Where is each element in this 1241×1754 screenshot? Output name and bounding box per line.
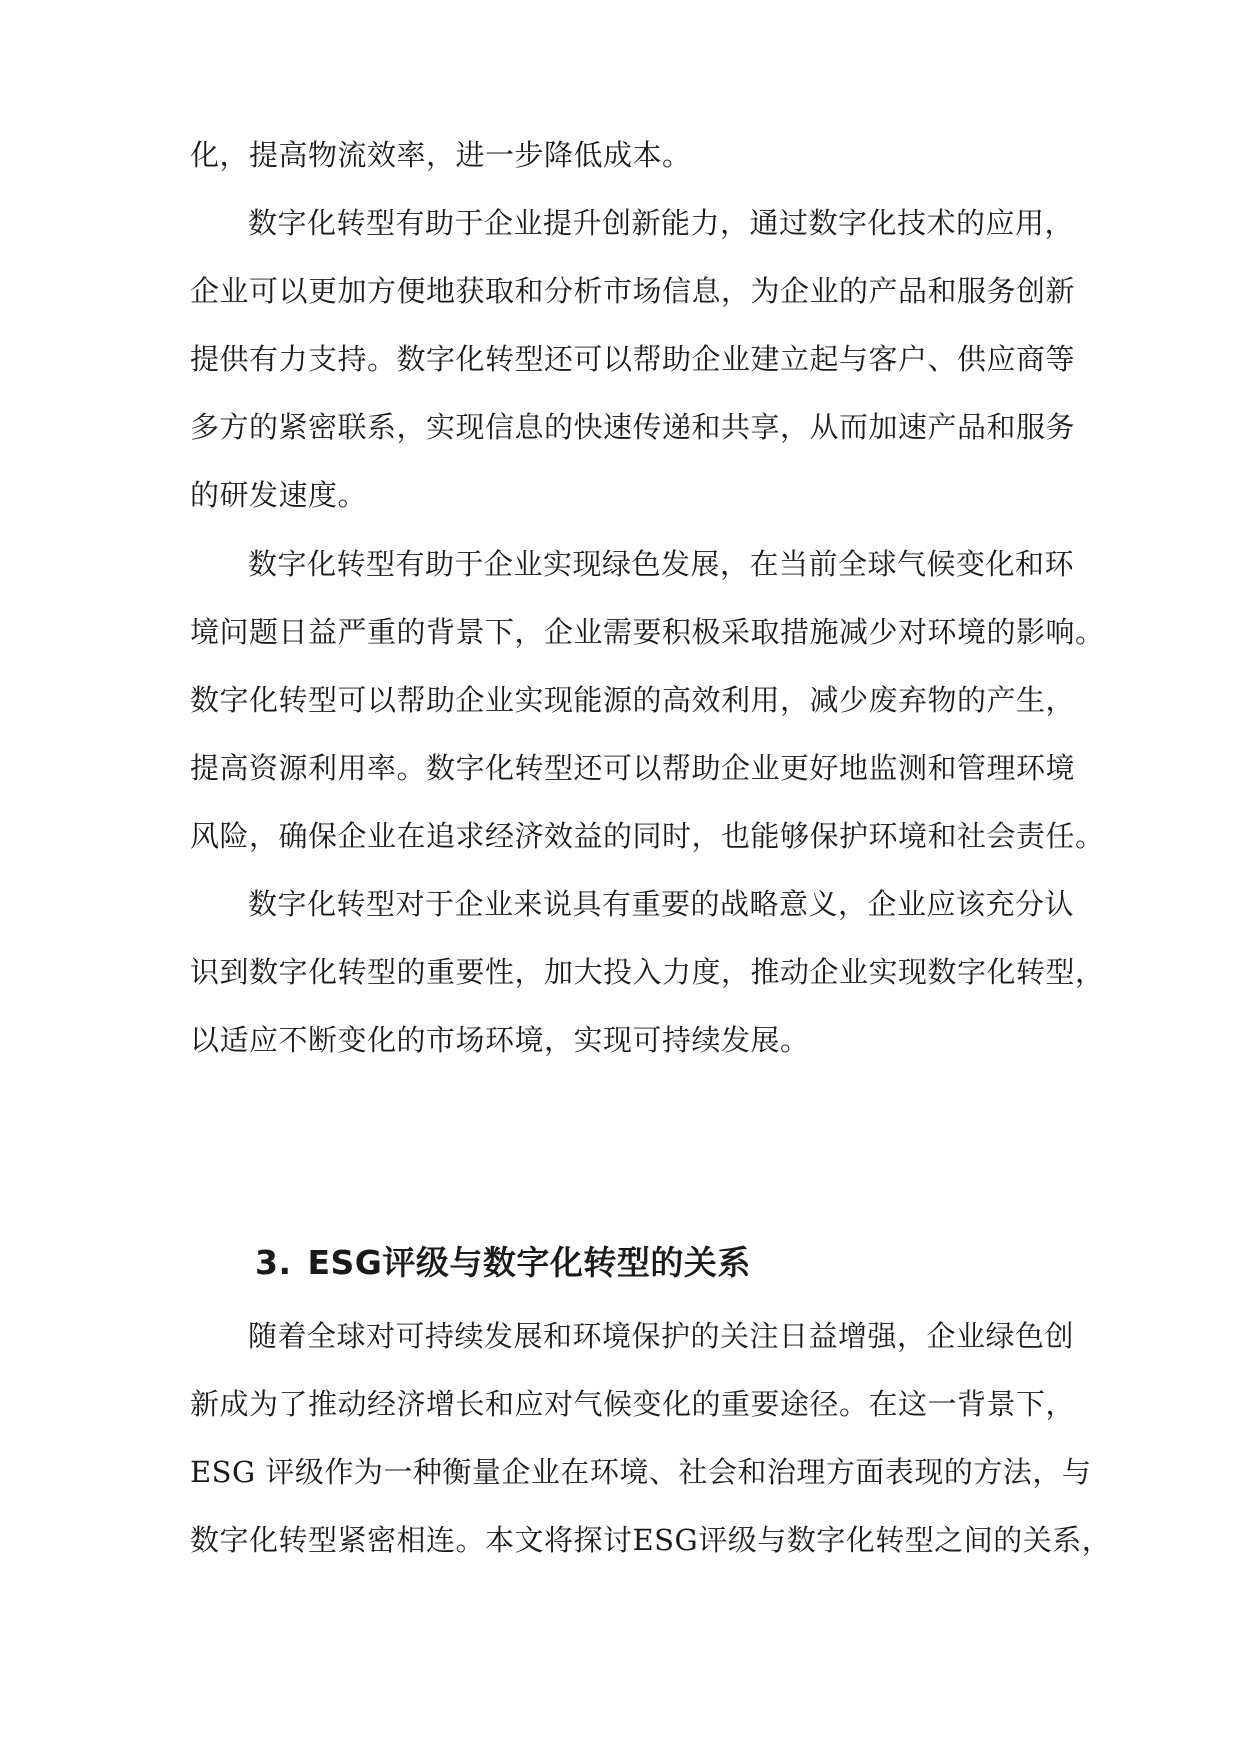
paragraph-line: 新成为了推动经济增长和应对气候变化的重要途径。在这一背景下，: [190, 1387, 1076, 1421]
paragraph-line: 随着全球对可持续发展和环境保护的关注日益增强，企业绿色创: [248, 1319, 1075, 1353]
paragraph-line: 识到数字化转型的重要性，加大投入力度，推动企业实现数字化转型，: [190, 955, 1105, 989]
section-number: 3.: [255, 1243, 292, 1282]
paragraph-line: 提高资源利用率。数字化转型还可以帮助企业更好地监测和管理环境: [190, 751, 1076, 785]
paragraph-line: 数字化转型对于企业来说具有重要的战略意义，企业应该充分认: [248, 887, 1075, 921]
paragraph-line: 多方的紧密联系，实现信息的快速传递和共享，从而加速产品和服务: [190, 410, 1076, 444]
paragraph-line: 数字化转型可以帮助企业实现能源的高效利用，减少废弃物的产生，: [190, 683, 1076, 717]
paragraph-line: 数字化转型有助于企业提升创新能力，通过数字化技术的应用，: [248, 206, 1075, 240]
paragraph-line: 化，提高物流效率，进一步降低成本。: [190, 138, 692, 172]
paragraph-line: 数字化转型紧密相连。本文将探讨ESG评级与数字化转型之间的关系，: [190, 1523, 1112, 1557]
paragraph-line: 风险，确保企业在追求经济效益的同时，也能够保护环境和社会责任。: [190, 819, 1105, 853]
paragraph-line: 境问题日益严重的背景下，企业需要积极采取措施减少对环境的影响。: [190, 615, 1105, 649]
paragraph-line: ESG 评级作为一种衡量企业在环境、社会和治理方面表现的方法，与: [190, 1455, 1092, 1489]
paragraph-line: 提供有力支持。数字化转型还可以帮助企业建立起与客户、供应商等: [190, 342, 1076, 376]
paragraph-line: 数字化转型有助于企业实现绿色发展，在当前全球气候变化和环: [248, 547, 1075, 581]
section-title: ESG评级与数字化转型的关系: [307, 1243, 751, 1282]
paragraph-line: 的研发速度。: [190, 478, 368, 512]
paragraph-line: 企业可以更加方便地获取和分析市场信息，为企业的产品和服务创新: [190, 274, 1076, 308]
section-heading: [255, 1241, 751, 1285]
paragraph-line: 以适应不断变化的市场环境，实现可持续发展。: [190, 1023, 810, 1057]
